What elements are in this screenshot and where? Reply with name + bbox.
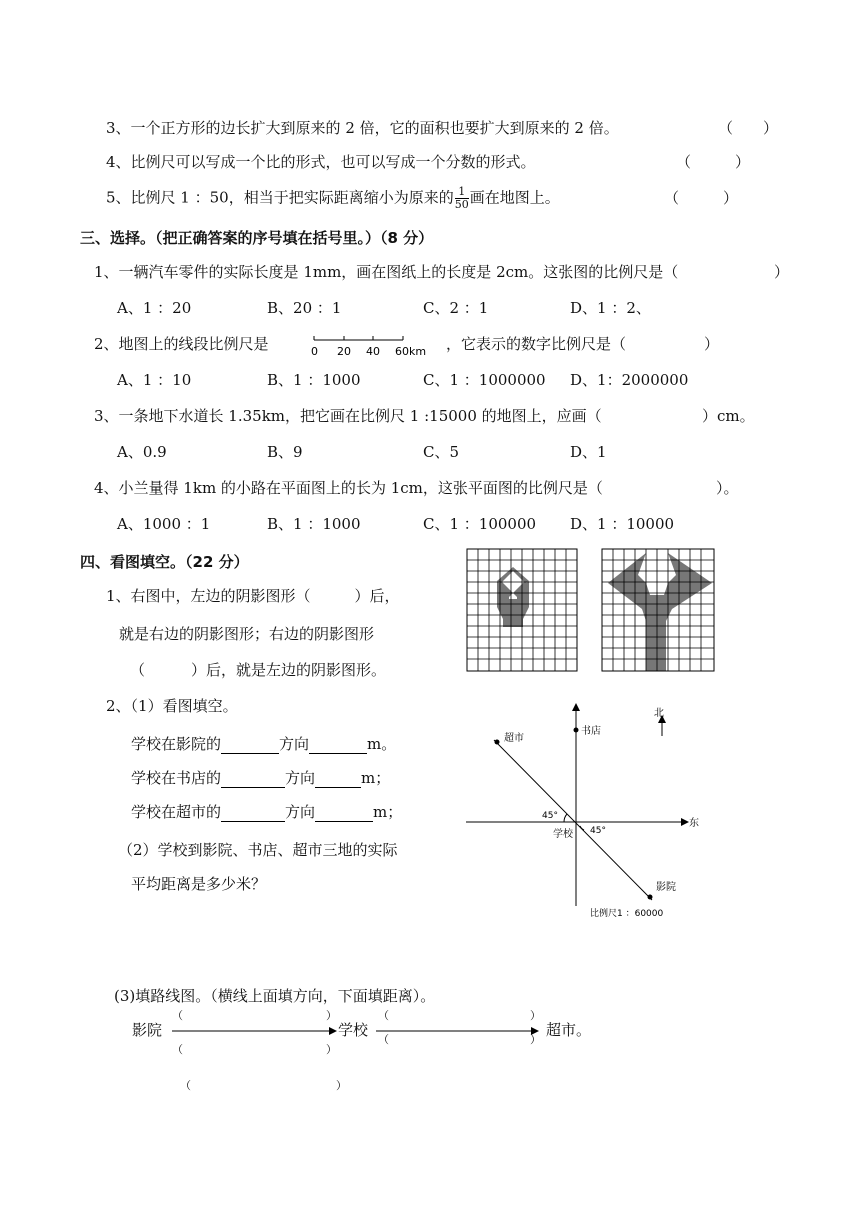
s4-q2-sub2-line1: （2）学校到影院、书店、超市三地的实际 xyxy=(118,841,398,859)
s3-q1-opt-b[interactable]: B、20 ：1 xyxy=(267,299,342,317)
s4-q1-line2: 就是右边的阴影图形；右边的阴影图形 xyxy=(119,625,375,643)
s3-q3-opt-b[interactable]: B、9 xyxy=(267,443,303,461)
route-cinema: 影院 xyxy=(132,1021,163,1039)
direction-map xyxy=(460,694,710,924)
s3-q1-opt-a[interactable]: A、1 ：20 xyxy=(117,299,192,317)
angle-label-2: 45° xyxy=(590,826,606,836)
bookstore-label: 书店 xyxy=(581,726,601,737)
s4-q2-head: 2、（1）看图填空。 xyxy=(106,697,238,715)
s4-row-supermarket: 学校在超市的 方向 m； xyxy=(131,803,403,821)
map-scale-label: 比例尺1 ：60000 xyxy=(590,909,664,919)
s3-q2-close: ） xyxy=(704,335,720,353)
angle-label-1: 45° xyxy=(542,811,558,821)
angle-arc-1 xyxy=(564,814,567,822)
supermarket-label: 超市 xyxy=(504,733,524,744)
blank-direction-supermarket[interactable] xyxy=(221,805,285,822)
s3-q4-opt-c[interactable]: C、1 ：100000 xyxy=(423,515,537,533)
route2-bottom-open[interactable]: （ xyxy=(378,1033,389,1046)
s4-q1-line3: （ ）后，就是左边的阴影图形。 xyxy=(130,661,387,679)
s3-q1-opt-c[interactable]: C、2 ：1 xyxy=(423,299,489,317)
cinema-dot xyxy=(648,895,653,900)
blank-distance-bookstore[interactable] xyxy=(315,771,361,788)
diagonal-line xyxy=(494,740,652,900)
blank-direction-cinema[interactable] xyxy=(221,737,279,754)
judge-q3: 3、一个正方形的边长扩大到原来的 2 倍，它的面积也要扩大到原来的 2 倍。 xyxy=(106,119,619,137)
route2-top-close: ） xyxy=(530,1009,541,1022)
blank-distance-cinema[interactable] xyxy=(309,737,367,754)
s4-q3-head: (3)填路线图。（横线上面填方向，下面填距离）。 xyxy=(114,987,436,1005)
scale-tick-20: 20 xyxy=(337,345,351,358)
s3-q4-opt-a[interactable]: A、1000 ：1 xyxy=(117,515,211,533)
scale-tick-40: 40 xyxy=(366,345,380,358)
blank-direction-bookstore[interactable] xyxy=(221,771,285,788)
left-grid xyxy=(467,549,577,671)
s4-row-bookstore: 学校在书店的 方向 m； xyxy=(131,769,391,787)
s3-q3-opt-d[interactable]: D、1 xyxy=(570,443,607,461)
judge-q5: 5、比例尺 1 ：50，相当于把实际距离缩小为原来的 $\frac{1}{50}$ 画在地图上。 xyxy=(106,185,560,211)
s3-q3: 3、一条地下水道长 1.35km，把它画在比例尺 1 :15000 的地图上，应画（ xyxy=(94,407,602,425)
s3-q4-opt-b[interactable]: B、1 ：1000 xyxy=(267,515,361,533)
bookstore-dot xyxy=(574,728,579,733)
scale-tick-0: 0 xyxy=(311,345,318,358)
s4-q2-sub2-line2: 平均距离是多少米？ xyxy=(131,875,267,893)
s3-q4: 4、小兰量得 1km 的小路在平面图上的长为 1cm，这张平面图的比例尺是（ xyxy=(94,479,603,497)
section3-title: 三、选择。（把正确答案的序号填在括号里。）（8 分） xyxy=(80,229,434,247)
route-arrows xyxy=(170,1020,550,1044)
shadow-figure-grids xyxy=(466,548,718,672)
route2-bottom-close: ） xyxy=(530,1033,541,1046)
section4-title: 四、看图填空。（22 分） xyxy=(80,553,249,571)
judge-q5-text: 5、比例尺 1 ：50，相当于把实际距离缩小为原来的 xyxy=(106,188,454,207)
s3-q3-opt-c[interactable]: C、5 xyxy=(423,443,460,461)
judge-q3-answer[interactable]: （ ） xyxy=(718,119,779,137)
judge-q4-answer[interactable]: （ ） xyxy=(676,153,751,171)
cinema-label: 影院 xyxy=(656,882,676,893)
s3-q4-opt-d[interactable]: D、1 ：10000 xyxy=(570,515,675,533)
east-label: 东 xyxy=(689,818,699,829)
blank-distance-supermarket[interactable] xyxy=(315,805,373,822)
s3-q2-opt-c[interactable]: C、1 ：1000000 xyxy=(423,371,546,389)
route1-bottom-close: ） xyxy=(326,1043,337,1056)
judge-q5-answer[interactable]: （ ） xyxy=(664,189,739,207)
s3-q2-opt-a[interactable]: A、1 ：10 xyxy=(117,371,192,389)
fraction-1-50: $\frac{1}{50}$ xyxy=(454,185,469,211)
right-grid xyxy=(602,549,714,671)
scale-tick-60: 60km xyxy=(395,345,427,358)
s4-q1-line1: 1、右图中，左边的阴影图形（ ）后， xyxy=(106,587,400,605)
s3-q1: 1、一辆汽车零件的实际长度是 1mm，画在图纸上的长度是 2cm。这张图的比例尺是（ xyxy=(94,263,679,281)
line-scale-bar xyxy=(306,330,440,360)
s3-q2: 2、地图上的线段比例尺是 xyxy=(94,335,269,353)
route-extra-open[interactable]: （ xyxy=(180,1079,191,1092)
route1-top-close: ） xyxy=(326,1009,337,1022)
s3-q2-opt-b[interactable]: B、1 ：1000 xyxy=(267,371,361,389)
route-supermarket: 超市。 xyxy=(546,1021,592,1039)
s4-row-cinema: 学校在影院的 方向 m。 xyxy=(131,735,397,753)
s3-q2-opt-d[interactable]: D、1：2000000 xyxy=(570,371,689,389)
school-label: 学校 xyxy=(553,829,573,840)
s3-q3-close: ）cm。 xyxy=(702,407,755,425)
route-school: 学校 xyxy=(338,1021,369,1039)
s3-q3-opt-a[interactable]: A、0.9 xyxy=(117,443,167,461)
route-extra-close: ） xyxy=(336,1079,347,1092)
north-label: 北 xyxy=(654,708,664,719)
route2-top-open[interactable]: （ xyxy=(378,1009,389,1022)
s3-q4-close: ）。 xyxy=(716,479,739,497)
judge-q4: 4、比例尺可以写成一个比的形式，也可以写成一个分数的形式。 xyxy=(106,153,536,171)
s3-q1-opt-d[interactable]: D、1 ：2、 xyxy=(570,299,651,317)
route1-top-open[interactable]: （ xyxy=(172,1009,183,1022)
route1-bottom-open[interactable]: （ xyxy=(172,1043,183,1056)
s3-q2-post: ，它表示的数字比例尺是（ xyxy=(446,335,627,353)
s3-q1-close: ） xyxy=(774,263,790,281)
supermarket-dot xyxy=(495,740,500,745)
